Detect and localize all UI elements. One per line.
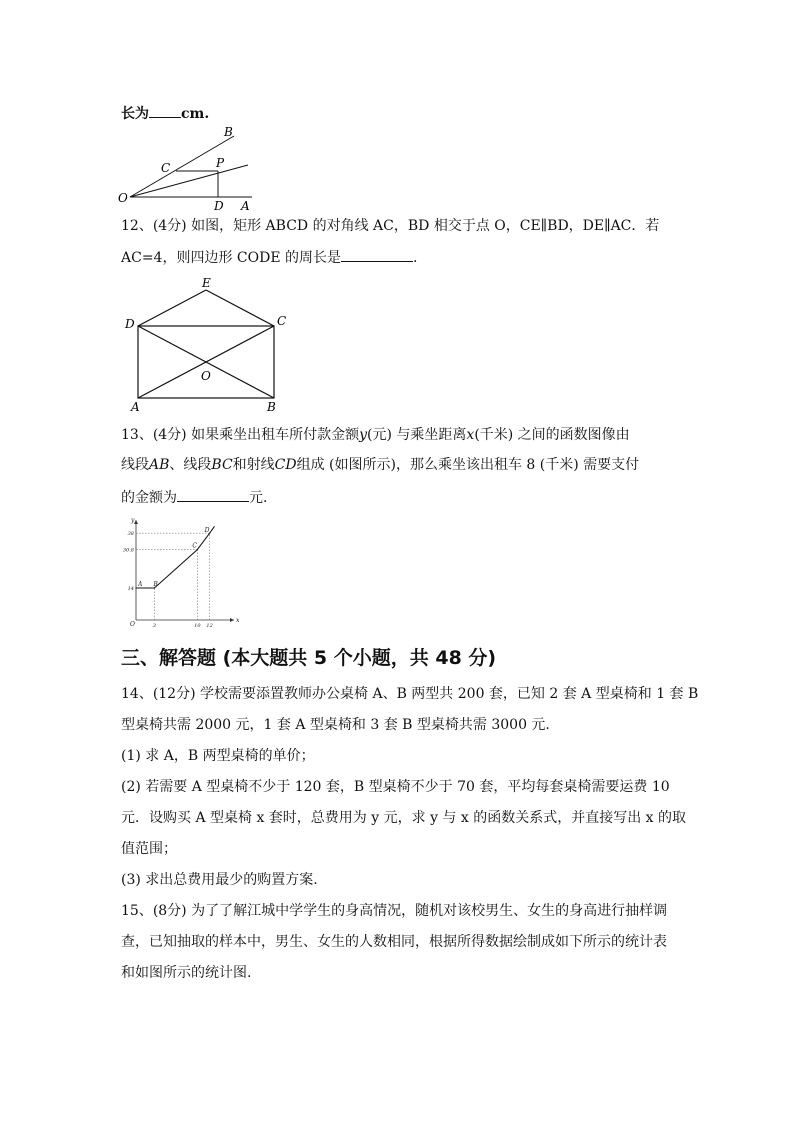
q14-part2-line3: 值范围；	[121, 841, 177, 857]
q13-line2-a: 线段	[121, 457, 149, 473]
section-3-title: 三、解答题 (本大题共 5 个小题，共 48 分)	[121, 647, 497, 669]
q12-label-e: E	[202, 276, 211, 290]
q12-label-d: D	[125, 317, 135, 331]
q11-label-a: A	[241, 199, 250, 213]
q13-answer-blank	[177, 487, 249, 502]
q13-line2-b: 、线段	[169, 457, 212, 473]
q15-line3: 和如图所示的统计图.	[121, 965, 252, 981]
q11-answer-blank	[149, 103, 181, 118]
x-axis-label: x	[236, 617, 240, 624]
q13-line1	[121, 425, 630, 445]
q13-seg-ab: AB	[149, 457, 170, 473]
point-label-A: A	[138, 581, 143, 588]
fare-line	[136, 526, 215, 588]
q11-figure	[114, 124, 264, 213]
q11-label-c: C	[161, 161, 171, 175]
x-tick-label-1: 10	[194, 623, 201, 629]
q12-answer-blank	[341, 247, 413, 262]
y-tick-label-1: 30.8	[122, 547, 134, 554]
q12-suffix: .	[413, 250, 418, 266]
q13-line1-c: (千米) 之间的函数图像由	[474, 427, 630, 443]
x-axis-arrow	[230, 618, 234, 622]
q11-prefix: 长为	[121, 106, 149, 122]
y-tick-label-0: 14	[127, 586, 134, 592]
q13-suffix: 元.	[249, 490, 268, 506]
x-tick-label-2: 12	[206, 623, 213, 629]
q14-line1: 14、(12分) 学校需要添置教师办公桌椅 A、B 两型共 200 套，已知 2 套 A 型桌椅和 1 套 B	[121, 686, 699, 702]
q11-label-b: B	[224, 125, 233, 139]
origin-label: O	[130, 621, 135, 628]
q13-var-x: x	[466, 427, 475, 443]
q13-line2	[121, 455, 639, 475]
q13-var-y: y	[359, 427, 368, 443]
q14-part1: (1) 求 A，B 两型桌椅的单价；	[121, 748, 315, 764]
q15-line1: 15、(8分) 为了了解江城中学学生的身高情况，随机对该校男生、女生的身高进行抽样调	[121, 903, 668, 919]
q12-figure	[124, 274, 294, 416]
q13-line2-d: 组成 (如图所示)，那么乘坐该出租车 8 (千米) 需要支付	[296, 457, 640, 473]
q14-part2-line1: (2) 若需要 A 型桌椅不少于 120 套，B 型桌椅不少于 70 套，平均每套桌椅需要运费 10	[121, 779, 670, 795]
point-label-C: C	[192, 542, 197, 550]
q11-label-o: O	[118, 191, 128, 205]
q12-label-c: C	[277, 314, 287, 328]
q14-line2: 型桌椅共需 2000 元，1 套 A 型桌椅和 3 套 B 型桌椅共需 3000 元.	[121, 717, 550, 733]
x-tick-label-0: 3	[152, 623, 156, 629]
q11-label-p: P	[216, 156, 225, 170]
point-label-D: D	[204, 527, 210, 535]
q12-prefix: AC=4，则四边形 CODE 的周长是	[121, 250, 341, 266]
q13-line1-b: (元) 与乘坐距离	[367, 427, 467, 443]
q14-part2-line2: 元．设购买 A 型桌椅 x 套时，总费用为 y 元，求 y 与 x 的函数关系式，并直接写出 x 的取	[121, 810, 687, 826]
point-label-B: B	[153, 581, 158, 588]
point-A	[135, 587, 136, 588]
q12-label-b: B	[267, 400, 276, 414]
q13-line3	[121, 487, 267, 508]
q11-answer-line	[121, 103, 209, 124]
q13-line2-c: 和射线	[232, 457, 275, 473]
q12-label-a: A	[131, 400, 140, 414]
q12-line1: 12、(4分) 如图，矩形 ABCD 的对角线 AC，BD 相交于点 O，CE∥BD，DE∥AC．若	[121, 218, 660, 234]
q11-label-d: D	[214, 199, 224, 213]
y-tick-label-2: 38	[127, 531, 134, 538]
q11-suffix: cm.	[181, 106, 210, 122]
q14-part3: (3) 求出总费用最少的购置方案.	[121, 872, 318, 888]
y-axis-arrow	[134, 520, 138, 524]
taxi-fare-chart	[118, 518, 238, 630]
q13-seg-cd: CD	[274, 457, 297, 473]
q13-prefix: 的金额为	[121, 490, 177, 506]
q12-label-o: O	[201, 369, 211, 383]
q12-line2	[121, 247, 417, 268]
q13-line1-a: 13、(4分) 如果乘坐出租车所付款金额	[121, 427, 360, 443]
q13-seg-bc: BC	[211, 457, 233, 473]
q15-line2: 查，已知抽取的样本中，男生、女生的人数相同，根据所得数据绘制成如下所示的统计表	[121, 934, 667, 950]
y-axis-label: y	[131, 517, 135, 524]
